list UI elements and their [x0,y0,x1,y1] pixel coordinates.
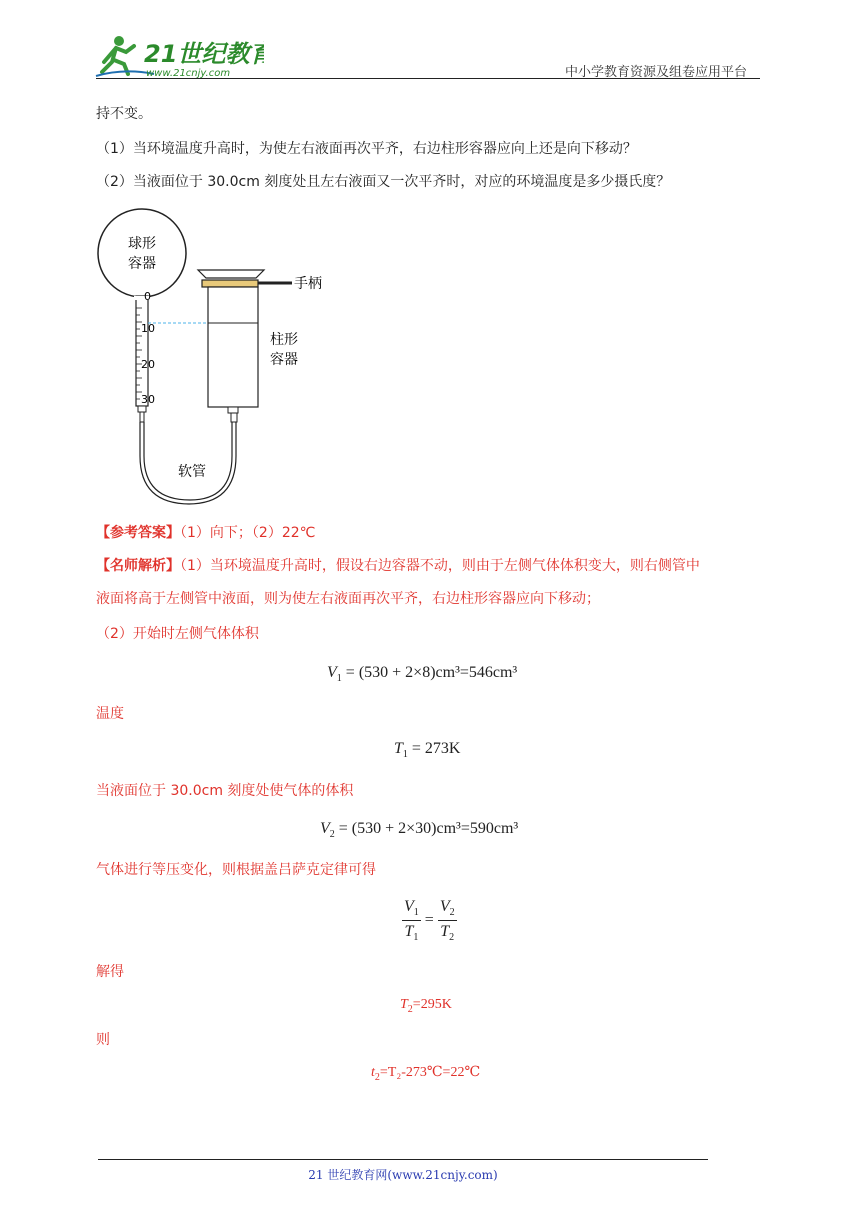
ball-label-2: 容器 [128,256,156,272]
logo-text: 21世纪教育 [144,40,264,68]
equation-t2-rhs: =295K [412,997,452,1012]
graduated-tube [136,296,148,406]
cylinder-label-2: 容器 [270,352,298,368]
analysis-text-1: （1）当环境温度升高时，假设右边容器不动，则由于左侧气体体积变大，则右侧管中 [180,558,700,574]
analysis-line-1 [96,556,700,576]
label-gay-lussac: 气体进行等压变化，则根据盖吕萨克定律可得 [96,862,376,878]
analysis-line-3: （2）开始时左侧气体体积 [96,626,259,642]
analysis-line-2: 液面将高于左侧管中液面，则为使左右液面再次平齐，右边柱形容器应向下移动； [96,591,600,607]
label-temperature: 温度 [96,706,124,722]
ball-container [98,209,186,297]
hose-label: 软管 [178,464,206,480]
answer-line [96,523,315,543]
ball-label-1: 球形 [128,236,156,252]
handle-clamp [202,280,258,287]
cylinder-label-1: 柱形 [270,332,298,348]
tick-label-10: 10 [141,322,155,335]
header-divider [96,78,760,79]
apparatus-figure [96,208,346,510]
logo-url: www.21cnjy.com [146,68,231,79]
equation-t1-rhs: = 273K [411,740,461,757]
footer-divider [98,1159,708,1160]
equation-t2-celsius: $t_2=T_2-273℃=22℃$ [371,1065,481,1083]
label-volume-30: 当液面位于 30.0cm 刻度处使气体的体积 [96,783,354,799]
cylinder-funnel [198,270,264,278]
header-platform-text: 中小学教育资源及组卷应用平台 [565,65,748,80]
equation-v1-rhs: (530 + 2×8)cm³=546cm³ [358,664,518,681]
handle-label: 手柄 [294,276,322,292]
equation-t2-celsius-rhs: =T₂-273℃=22℃ [379,1065,481,1080]
equation-v2-rhs: = (530 + 2×30)cm³=590cm³ [338,820,519,837]
text-line-continuation: 持不变。 [96,106,152,122]
equation-ratio: $\frac{V_1}{T_1}$ = $\frac{V_2}{T_2}$ [404,898,455,944]
answer-text: （1）向下；（2）22℃ [180,525,316,541]
question-1: （1）当环境温度升高时，为使左右液面再次平齐，右边柱形容器应向上还是向下移动？ [96,141,637,157]
hose-outer [140,422,236,504]
equation-t1: $T_1 = 273K$ [394,740,461,761]
cylinder-body [208,287,258,407]
answer-tag: 【参考答案】 [96,525,180,541]
tick-label-0: 0 [144,290,151,303]
question-2: （2）当液面位于 30.0cm 刻度处且左右液面又一次平齐时，对应的环境温度是多少摄氏度？ [96,174,671,190]
equation-v1: $V_1 = (530 + 2\times 8)cm^3=546cm^3$ [327,664,518,685]
analysis-tag: 【名师解析】 [96,558,180,574]
footer-text[interactable]: 21 世纪教育网(www.21cnjy.com) [308,1168,498,1182]
label-then: 则 [96,1032,110,1048]
tick-label-20: 20 [141,358,155,371]
hose-inner [144,422,232,500]
tick-label-30: 30 [141,393,155,406]
equation-t2: $T_2=295K$ [400,997,452,1015]
site-logo [94,32,264,82]
equation-v2: $V_2 = (530 + 2\times 30)cm^3=590cm^3$ [320,820,519,841]
label-solve: 解得 [96,964,124,980]
